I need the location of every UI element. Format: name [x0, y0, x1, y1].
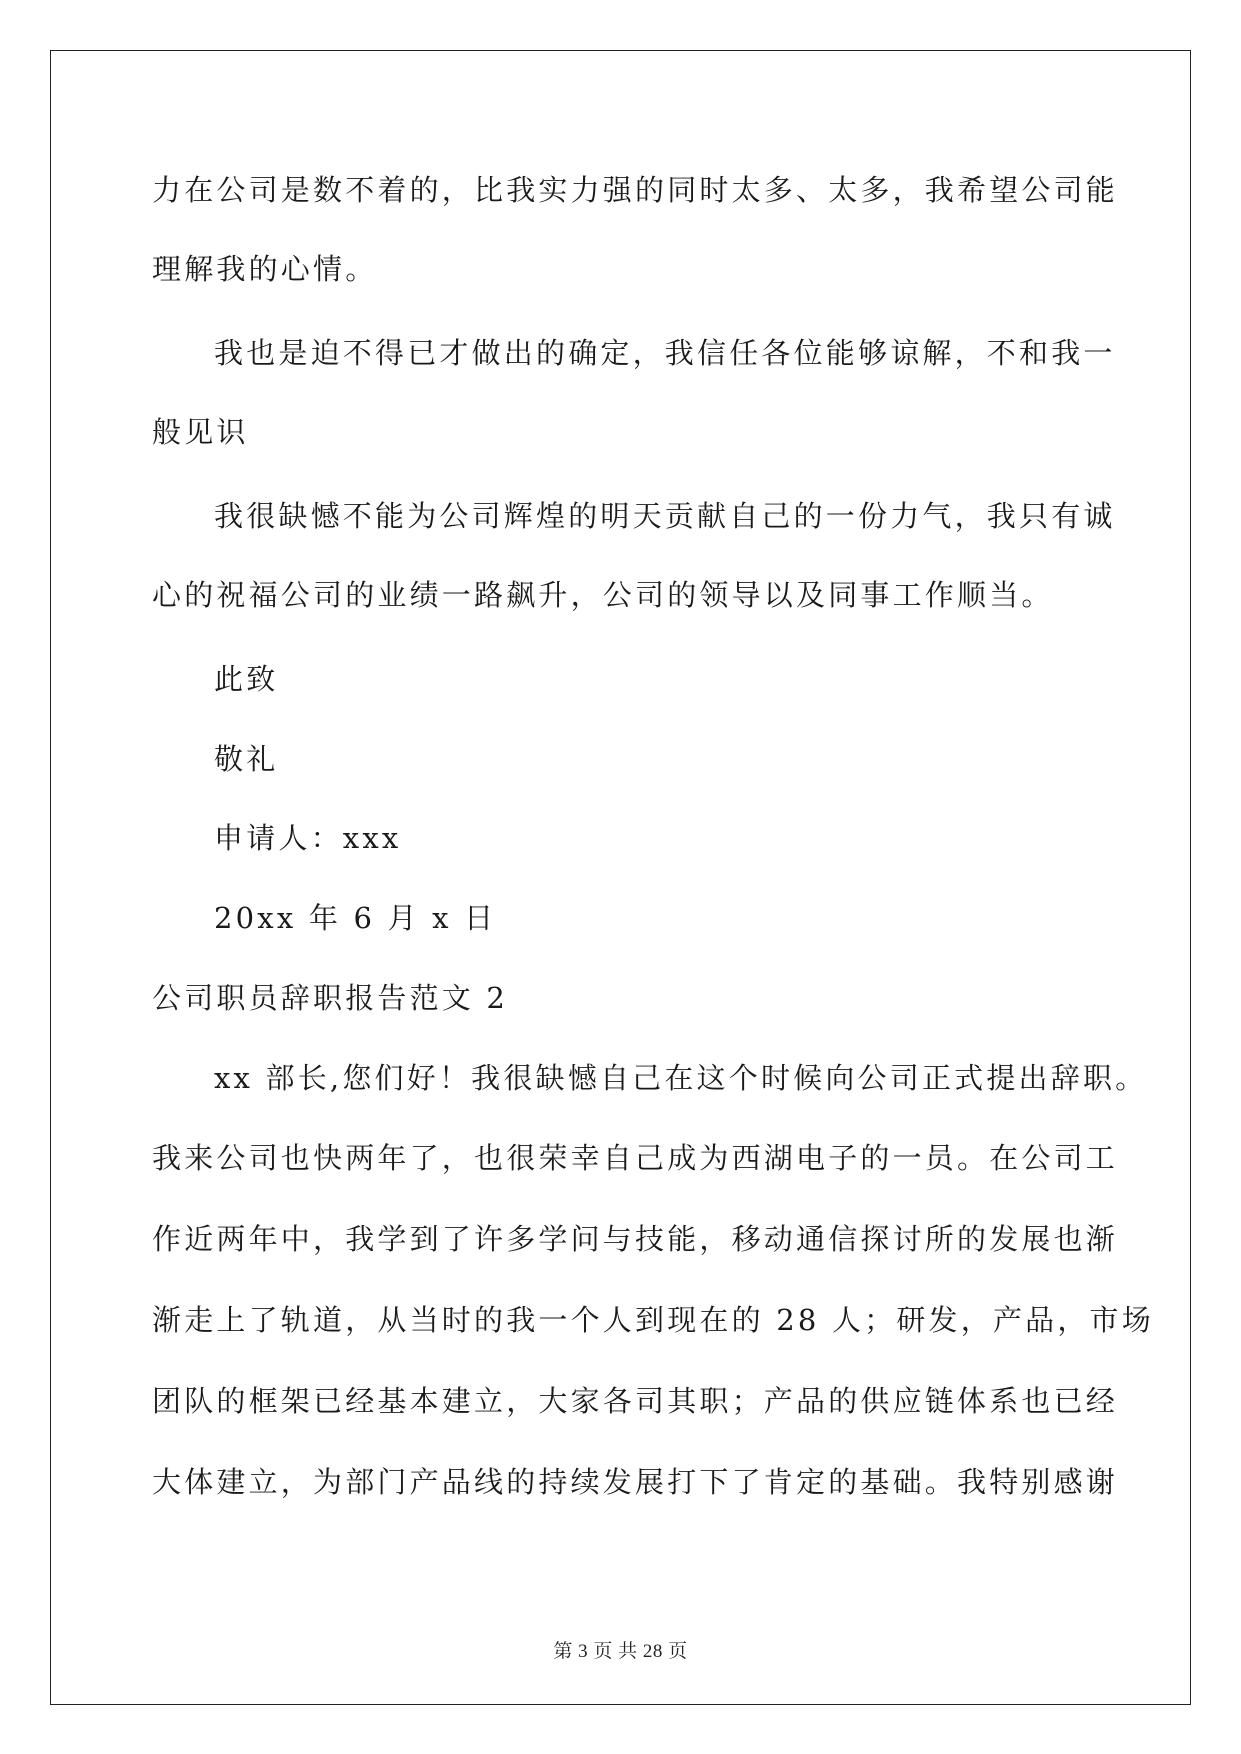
closing-regards: 敬礼 — [214, 742, 279, 776]
body-line: 作近两年中，我学到了许多学问与技能，移动通信探讨所的发展也渐 — [152, 1222, 1119, 1256]
body-line: 大体建立，为部门产品线的持续发展打下了肯定的基础。我特别感谢 — [152, 1465, 1119, 1499]
body-line: 我很缺憾不能为公司辉煌的明天贡献自己的一份力气，我只有诚 — [214, 499, 1116, 533]
body-line: 我也是迫不得已才做出的确定，我信任各位能够谅解，不和我一 — [214, 336, 1116, 370]
body-line: 般见识 — [152, 415, 249, 449]
body-line: 理解我的心情。 — [152, 252, 378, 286]
body-line: 力在公司是数不着的，比我实力强的同时太多、太多，我希望公司能 — [152, 173, 1119, 207]
page-border — [50, 50, 1191, 1705]
section-heading: 公司职员辞职报告范文 2 — [152, 981, 509, 1015]
body-line: xx 部长,您们好！我很缺憾自己在这个时候向公司正式提出辞职。 — [214, 1061, 1148, 1095]
body-line: 团队的框架已经基本建立，大家各司其职；产品的供应链体系也已经 — [152, 1384, 1119, 1418]
body-line: 我来公司也快两年了，也很荣幸自己成为西湖电子的一员。在公司工 — [152, 1141, 1119, 1175]
closing-salutation: 此致 — [214, 662, 279, 696]
body-line: 心的祝福公司的业绩一路飙升，公司的领导以及同事工作顺当。 — [152, 578, 1054, 612]
applicant-signature: 申请人：xxx — [214, 821, 402, 855]
page-number-footer: 第 3 页 共 28 页 — [553, 1641, 688, 1662]
letter-date: 20xx 年 6 月 x 日 — [214, 901, 497, 935]
body-line: 渐走上了轨道，从当时的我一个人到现在的 28 人；研发，产品，市场 — [152, 1303, 1154, 1337]
